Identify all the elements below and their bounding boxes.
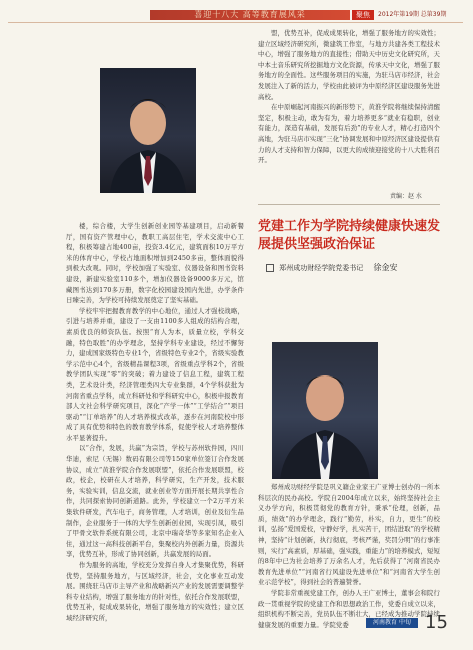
header-rule [8,22,463,23]
portrait-photo-2 [272,342,378,479]
byline-name: 徐金安 [373,263,398,272]
left-paragraph: 学校牢牢把握教育教学的中心地位，通过人才强校战略，引进与培养并重，建设了一支由1100多人组成的结构合理，素质优良的师资队伍。按照“育人为本，质量立校，学科交融，特色取胜”的办学理念，坚持学科专业建设，经过不懈努力，建成国家级特色专业1个，省级特色专业2个，省级实验教学示范中心4个，省级精品课程3项，省级重点学科2个，省级教学团队实现“零”的突破；着力建设了信息工程，建筑工程类，艺术设计类，经济管理类四大专业集群，4个学科获批为河南省重点学科，成立科研处和学科研究中心，积极申报教育部人文社会科学研究项目，深化“产学一体”“工学结合”“项目驱动”“订单培养”的人才培养模式改革，逐步在河南院校中形成了具有优势和特色的教育教学体系，促使学校人才培养整体水平显著提升。 [66,306,244,442]
left-paragraph: 楼，综合楼，大学生创新创业园等基建项目，启动新餐厅，国有资产管理中心，教职工高层住宅，学术交流中心工程，积极筹建占地400亩，投资3.4亿元，建筑面积10万平方米的体育中心，学校占地面积增加到2450多亩，整体面貌得到极大改观。同时，学校加强了实验室、仪器设备和图书资料建设，新建实验室110多个，增加仪器设备9000多万元，馆藏图书达到170多万册，数字化校园建设国内先进，办学条件日臻完善，为学校可持续发展奠定了坚实基础。 [66,222,244,305]
byline [266,262,436,273]
left-text-column [66,221,244,641]
right-bottom-paragraph: 学院非常重视党建工作，创办人王广亚博士，董事会和院行政一贯重视学院的党建工作和思想政治工作，党委自成立以来，组织机构不断完善，党员队伍不断壮大，已经成为推动学院持续健康发展的重要力量。学院党委 [258,588,440,629]
header-issue-info: 2012年第19期 总第39期 [378,11,447,18]
footer-magazine-label: 河南教育 中旬 [366,618,418,628]
left-paragraph: 以“合作，发展，共赢”为宗旨，学校与苏州软件园，四川华迪，索尼（无锡）数码有限公司等150家单位签订合作发展协议，成立“黄淮学院合作发展联盟”，依托合作发展联盟，校政，校企，校研在人才培养，科学研究，生产开发，技术服务，实验实训，信息交流，就业创业等方面开展长期共享性合作，共同探索协同创新道路。此外，学校建立一个2万平方米集软件研发，汽车电子，商务管理，人才培训，创业及衍生品制作，企业服务于一体的大学生创新创业园，实现引凤，吸引了甲骨文软件系统有限公司，北京中瑞奇华等多家知名企业入住，通过这一高科技创新平台，集聚校内外创新力量，资源共享，优势互补，形成了协同创新，共赢发展的局面。 [66,444,244,559]
header-section-tag: 聚焦 [352,10,374,20]
right-top-paragraph: 盟，优势互补，促成成果转化，增强了服务地方的实效性；建立区域经济研究所，微建筑工作室，与地方共建各类工程技术中心，增强了服务地方的直接性；借助天中历史文化研究所，天中本土音乐研究所挖掘地方文化资源，传承天中文化，增强了服务地方的全面性。这些服务项目的实施，为驻马店市经济，社会发展注入了新的活力，学校由此被评为中原经济区建设服务先进高校。 [258,29,440,101]
section-divider [258,204,440,205]
editor-credit: 责编：赵 水 [390,193,422,200]
header-banner: 喜迎十八大 高等教育展风采 [150,10,350,20]
right-top-paragraph: 在中原崛起河南振兴的新形势下，黄淮学院将继续保持清醒坚定，积极主动，敢为有为，着力培养更多“就业有稳职，创业有能力，深造有基础，发展有后劲”的专业人才，精心打造四个高地，为驻马店市实现“三化”协调发展和中原经济区建设提供有力的人才支持和智力保障，以更大的成绩迎接党的十八大胜利召开。 [258,103,440,165]
page-number: 15 [425,612,448,633]
portrait-illustration-1 [100,68,196,193]
left-paragraph: 作为服务的高地，学校充分发挥自身人才集聚优势，科研优势，坚持服务地方，与区域经济，社会，文化事业互动发展。围绕驻马店市主导产业和战略新兴产业的发展需要调整学科专业结构，增强了服务地方的针对性，依托合作发展联盟，优势互补，促成成果转化，增强了服务地方的实效性；建立区域经济研究所， [66,561,244,622]
byline-box-icon [266,264,274,272]
article-title: 党建工作为学院持续健康快速发展提供坚强政治保证 [258,219,441,252]
portrait-photo-1 [100,68,196,193]
portrait-illustration-2 [272,342,378,479]
byline-org: 郑州成功财经学院党委书记 [279,264,364,272]
right-bottom-paragraph: 郑州成功财经学院是巩义籍企业家王广亚博士创办的一所本科层次的民办高校。学院自2004年成立以来，始终坚持社会主义办学方向，积极贯彻党的教育方针，秉承“伦理，创新，品质，绩效”的办学理念，践行“勤劳，朴实，自力，更生”的校训，弘扬“爱国爱校，守静好学，扎实苦干，团结进取”的学校精神，坚持“计划创新，执行彻底，考核严谨，奖罚分明”的行事准则，实行“高素质，厚基础，强实践，重能力”的培养模式，短短的8年中已为社会培养了万余名人才，先后获得了“河南省民办教育先进单位”“河南省行风建设先进单位”和“河南省大学生创业示范学校”，得到社会的普遍赞誉。 [258,483,440,587]
right-top-text-column [258,28,440,180]
